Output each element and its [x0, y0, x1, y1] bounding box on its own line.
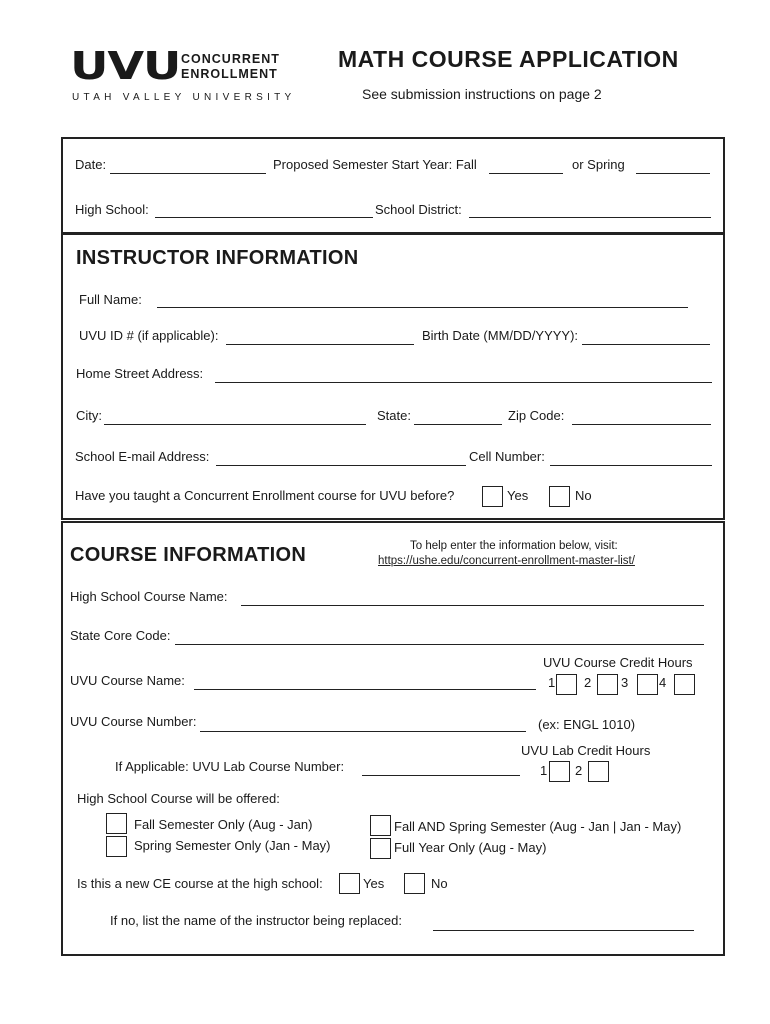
hs-course-name-field[interactable] [241, 605, 704, 606]
new-course-no-checkbox[interactable] [404, 873, 425, 894]
school-district-label: School District: [375, 202, 462, 217]
credit-1-checkbox[interactable] [556, 674, 577, 695]
state-core-code-field[interactable] [175, 644, 704, 645]
birth-date-field[interactable] [582, 344, 710, 345]
lab-number-field[interactable] [362, 775, 520, 776]
credit-4-label: 4 [659, 675, 667, 690]
replaced-instructor-field[interactable] [433, 930, 694, 931]
help-text: To help enter the information below, visit: [410, 540, 618, 552]
state-field[interactable] [414, 424, 502, 425]
city-field[interactable] [104, 424, 366, 425]
full-year-checkbox[interactable] [370, 838, 391, 859]
taught-yes-label: Yes [507, 488, 529, 503]
logo-subtitle: UTAH VALLEY UNIVERSITY [72, 92, 296, 103]
credit-2-label: 2 [584, 675, 592, 690]
uvu-course-number-label: UVU Course Number: [70, 714, 197, 729]
master-list-link[interactable]: https://ushe.edu/concurrent-enrollment-master-list/ [378, 555, 635, 567]
uvu-course-name-field[interactable] [194, 689, 536, 690]
fall-and-spring-label: Fall AND Spring Semester (Aug - Jan | Jan - May) [394, 819, 682, 834]
new-course-yes-checkbox[interactable] [339, 873, 360, 894]
home-address-label: Home Street Address: [76, 366, 204, 381]
credit-3-checkbox[interactable] [637, 674, 658, 695]
spring-only-checkbox[interactable] [106, 836, 127, 857]
spring-only-label: Spring Semester Only (Jan - May) [134, 838, 331, 853]
lab-credit-1-label: 1 [540, 763, 548, 778]
instructor-section-title: INSTRUCTOR INFORMATION [76, 247, 359, 269]
logo-line1: CONCURRENT [181, 52, 280, 66]
new-course-no-label: No [431, 876, 448, 891]
fall-only-label: Fall Semester Only (Aug - Jan) [134, 817, 313, 832]
high-school-field[interactable] [155, 217, 373, 218]
fall-year-field[interactable] [489, 173, 563, 174]
uvu-id-field[interactable] [226, 344, 414, 345]
zip-label: Zip Code: [508, 408, 565, 423]
page-title: MATH COURSE APPLICATION [338, 46, 679, 72]
taught-no-label: No [575, 488, 592, 503]
or-spring-label: or Spring [572, 157, 625, 172]
logo-mark: UVU [70, 44, 181, 88]
fall-and-spring-checkbox[interactable] [370, 815, 391, 836]
uvu-course-name-label: UVU Course Name: [70, 673, 185, 688]
hs-course-name-label: High School Course Name: [70, 589, 228, 604]
date-field[interactable] [110, 173, 266, 174]
full-year-label: Full Year Only (Aug - May) [394, 840, 547, 855]
taught-no-checkbox[interactable] [549, 486, 570, 507]
replaced-instructor-label: If no, list the name of the instructor being replaced: [110, 913, 402, 928]
state-label: State: [377, 408, 411, 423]
lab-credit-label: UVU Lab Credit Hours [521, 743, 651, 758]
spring-year-field[interactable] [636, 173, 710, 174]
lab-credit-2-checkbox[interactable] [588, 761, 609, 782]
uvu-id-label: UVU ID # (if applicable): [79, 328, 219, 343]
zip-field[interactable] [572, 424, 711, 425]
credit-4-checkbox[interactable] [674, 674, 695, 695]
new-course-yes-label: Yes [363, 876, 385, 891]
email-label: School E-mail Address: [75, 449, 210, 464]
taught-yes-checkbox[interactable] [482, 486, 503, 507]
uvu-course-number-field[interactable] [200, 731, 526, 732]
state-core-code-label: State Core Code: [70, 628, 171, 643]
school-district-field[interactable] [469, 217, 711, 218]
lab-credit-1-checkbox[interactable] [549, 761, 570, 782]
logo-line2: ENROLLMENT [181, 67, 278, 81]
full-name-label: Full Name: [79, 292, 142, 307]
top-info-box [61, 137, 725, 234]
credit-3-label: 3 [621, 675, 629, 690]
cell-label: Cell Number: [469, 449, 545, 464]
email-field[interactable] [216, 465, 466, 466]
credit-2-checkbox[interactable] [597, 674, 618, 695]
high-school-label: High School: [75, 202, 149, 217]
lab-number-label: If Applicable: UVU Lab Course Number: [115, 759, 345, 774]
full-name-field[interactable] [157, 307, 688, 308]
cell-field[interactable] [550, 465, 712, 466]
uvu-logo [70, 44, 296, 106]
offered-label: High School Course will be offered: [77, 791, 280, 806]
birth-date-label: Birth Date (MM/DD/YYYY): [422, 328, 579, 343]
home-address-field[interactable] [215, 382, 712, 383]
new-course-question: Is this a new CE course at the high school: [77, 876, 323, 891]
lab-credit-2-label: 2 [575, 763, 583, 778]
credit-1-label: 1 [548, 675, 556, 690]
date-label: Date: [75, 157, 107, 172]
credit-hours-label: UVU Course Credit Hours [543, 655, 693, 670]
semester-label: Proposed Semester Start Year: Fall [273, 157, 477, 172]
taught-before-question: Have you taught a Concurrent Enrollment course for UVU before? [75, 488, 455, 503]
city-label: City: [76, 408, 102, 423]
page-subtitle: See submission instructions on page 2 [362, 86, 602, 102]
fall-only-checkbox[interactable] [106, 813, 127, 834]
course-number-example: (ex: ENGL 1010) [538, 717, 636, 732]
course-section-title: COURSE INFORMATION [70, 544, 307, 566]
